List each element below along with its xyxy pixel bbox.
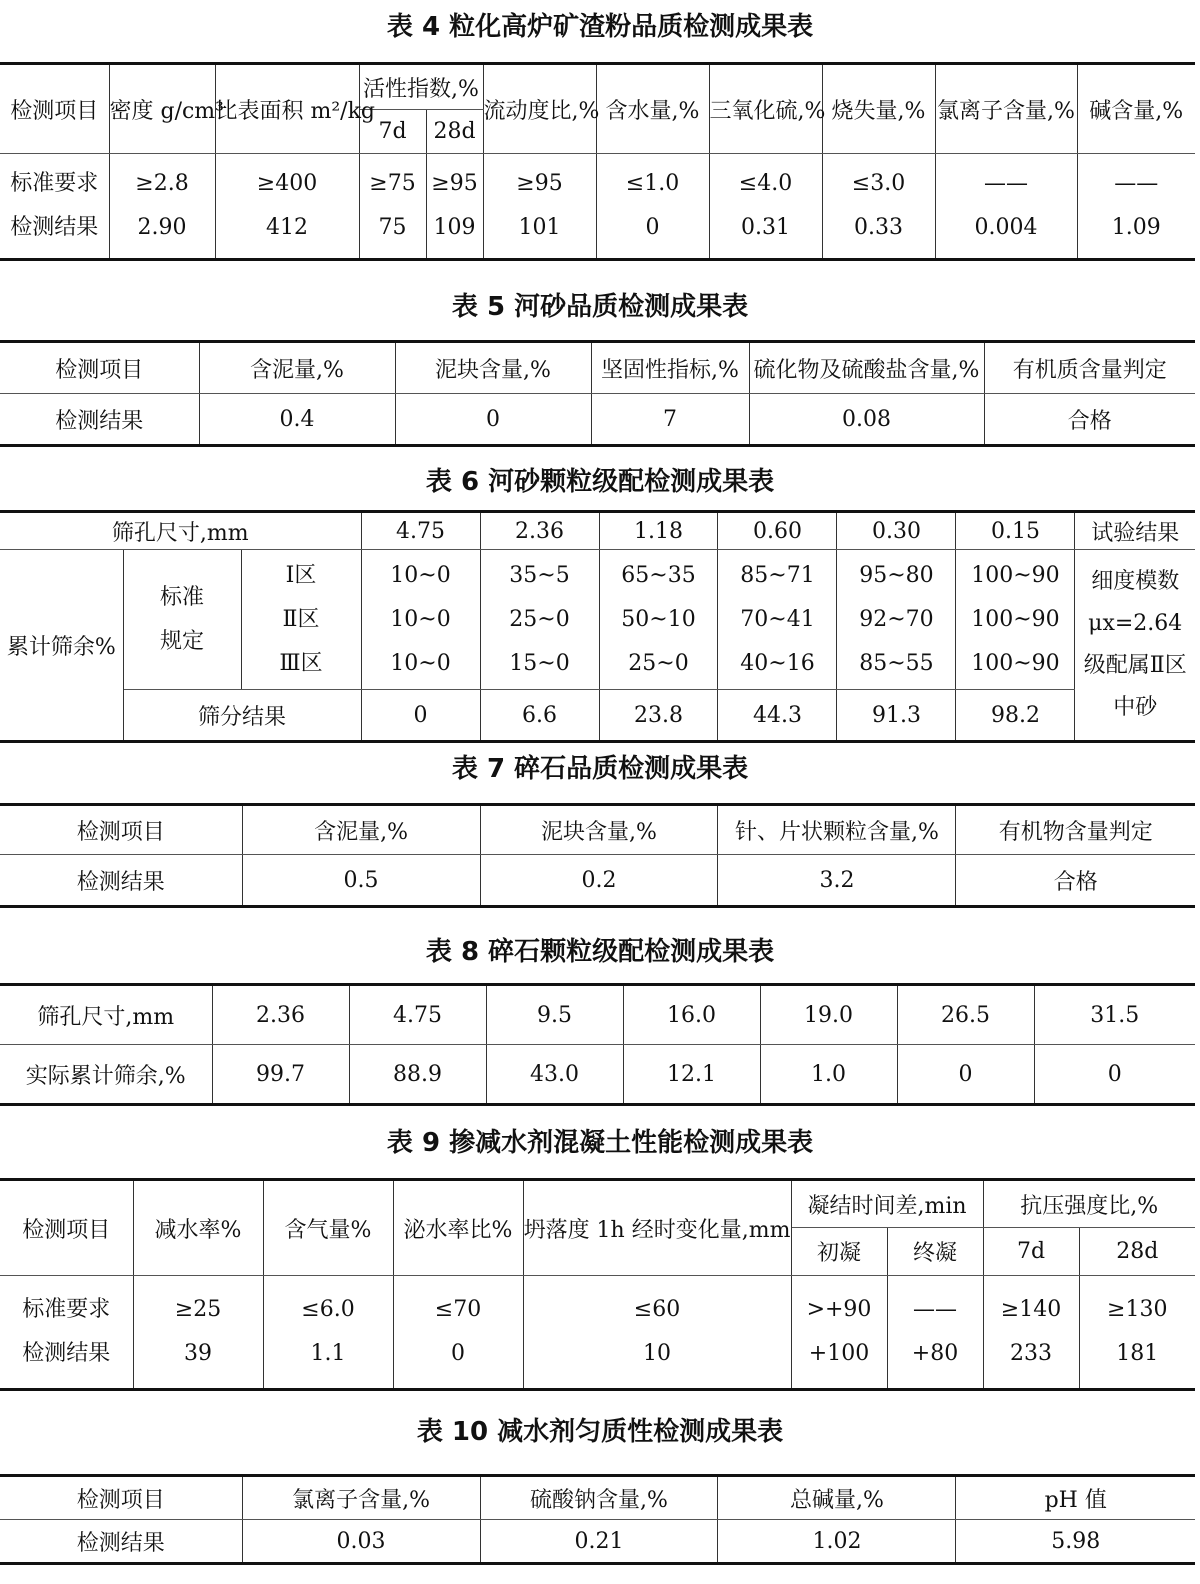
table7-value-1: 0.5 bbox=[242, 855, 480, 907]
std-value: ≥140 bbox=[1000, 1297, 1062, 1322]
table9-cell-bleed bbox=[393, 1276, 523, 1390]
table6-standard-row bbox=[0, 550, 1195, 690]
table9-header-28d: 28d bbox=[1079, 1228, 1195, 1276]
table8-cum-value: 12.1 bbox=[623, 1045, 760, 1105]
table9-header-air: 含气量% bbox=[263, 1180, 393, 1276]
table6-header-row bbox=[0, 512, 1195, 550]
zone-value: 85~55 bbox=[859, 650, 934, 676]
table6-zone-names bbox=[241, 550, 361, 690]
table7-header-0: 检测项目 bbox=[0, 805, 242, 855]
table4-std-label: 标准要求 bbox=[10, 171, 99, 196]
conclusion-line: 中砂 bbox=[1113, 695, 1158, 720]
std-value: —— bbox=[1114, 171, 1159, 196]
table10-value-2: 0.21 bbox=[480, 1520, 718, 1564]
table10-value-3: 1.02 bbox=[718, 1520, 956, 1564]
res-value: 2.90 bbox=[137, 215, 187, 240]
table8-cum-value: 0 bbox=[897, 1045, 1034, 1105]
table8-size: 2.36 bbox=[212, 985, 349, 1045]
res-value: 75 bbox=[378, 215, 407, 240]
std-label-line: 规定 bbox=[160, 628, 205, 654]
table9-std-label: 标准要求 bbox=[22, 1297, 111, 1322]
zone-value: 100~90 bbox=[971, 562, 1060, 588]
std-value: ≥130 bbox=[1107, 1297, 1168, 1322]
table4-title: 表 4 粒化高炉矿渣粉品质检测成果表 bbox=[386, 12, 814, 42]
table4-header-loss: 烧失量,% bbox=[822, 64, 935, 154]
std-value: ≥400 bbox=[256, 171, 318, 196]
table4-cell-density bbox=[109, 154, 215, 260]
table9-header-7d: 7d bbox=[983, 1228, 1079, 1276]
table9-cell-slump bbox=[523, 1276, 791, 1390]
table8 bbox=[0, 983, 1195, 1106]
res-value: 109 bbox=[433, 215, 476, 240]
table9-header-bleed: 泌水率比% bbox=[393, 1180, 523, 1276]
table6 bbox=[0, 510, 1195, 743]
table6-size: 1.18 bbox=[599, 512, 718, 550]
std-value: —— bbox=[984, 171, 1028, 196]
table5 bbox=[0, 340, 1195, 447]
table10-header-2: 硫酸钠含量,% bbox=[480, 1476, 718, 1520]
table4-cell-alkali bbox=[1077, 154, 1195, 260]
table6-sieve-label: 筛孔尺寸,mm bbox=[0, 512, 361, 550]
res-value: 0 bbox=[645, 215, 660, 240]
table7-header-2: 泥块含量,% bbox=[480, 805, 718, 855]
table4-header-activity: 活性指数,% bbox=[359, 64, 483, 110]
zone-value: 25~0 bbox=[509, 606, 570, 632]
zone-value: 85~71 bbox=[740, 562, 815, 588]
table4-cell-water bbox=[596, 154, 709, 260]
table4-header-density: 密度 g/cm³ bbox=[109, 64, 215, 154]
res-value: 0.33 bbox=[854, 215, 903, 240]
table5-header-1: 含泥量,% bbox=[199, 342, 395, 394]
table8-cum-value: 43.0 bbox=[486, 1045, 623, 1105]
table6-std-label bbox=[123, 550, 241, 690]
table4-header-7d: 7d bbox=[359, 110, 426, 154]
table4-header-28d: 28d bbox=[426, 110, 483, 154]
table8-size: 4.75 bbox=[349, 985, 486, 1045]
table6-size: 2.36 bbox=[480, 512, 599, 550]
table5-value-5: 合格 bbox=[984, 394, 1195, 446]
table6-zone-col bbox=[956, 550, 1075, 690]
table5-value-2: 0 bbox=[395, 394, 591, 446]
table6-zone-col bbox=[480, 550, 599, 690]
table4-header-so3: 三氧化硫,% bbox=[709, 64, 822, 154]
table9-cell-air bbox=[263, 1276, 393, 1390]
table5-title: 表 5 河砂品质检测成果表 bbox=[451, 292, 749, 322]
table8-cum-row bbox=[0, 1045, 1195, 1105]
table7-title: 表 7 碎石品质检测成果表 bbox=[451, 754, 749, 784]
table9-header-row bbox=[0, 1180, 1195, 1228]
table9-header-slump: 坍落度 1h 经时变化量,mm bbox=[523, 1180, 791, 1276]
table9-cell-7d bbox=[983, 1276, 1079, 1390]
table10-value-4: 5.98 bbox=[956, 1520, 1195, 1564]
std-value: ≤1.0 bbox=[625, 171, 680, 196]
conclusion-line: 细度模数 bbox=[1091, 569, 1180, 594]
table7-value-2: 0.2 bbox=[480, 855, 718, 907]
std-value: ≤3.0 bbox=[851, 171, 906, 196]
table8-size: 9.5 bbox=[486, 985, 623, 1045]
table5-header-row bbox=[0, 342, 1195, 394]
res-value: 1.1 bbox=[310, 1341, 346, 1366]
table4-header-chloride: 氯离子含量,% bbox=[935, 64, 1077, 154]
table4-header-flow: 流动度比,% bbox=[483, 64, 596, 154]
table6-title: 表 6 河砂颗粒级配检测成果表 bbox=[425, 467, 775, 497]
table6-zone-col bbox=[361, 550, 480, 690]
res-value: 0.31 bbox=[741, 215, 790, 240]
table6-sieve-result: 91.3 bbox=[837, 690, 956, 742]
table7-header-4: 有机物含量判定 bbox=[956, 805, 1195, 855]
table5-data-row bbox=[0, 394, 1195, 446]
table7-value-4: 合格 bbox=[956, 855, 1195, 907]
table7 bbox=[0, 803, 1195, 908]
table8-cum-value: 99.7 bbox=[212, 1045, 349, 1105]
table5-header-0: 检测项目 bbox=[0, 342, 199, 394]
table4-data-row bbox=[0, 154, 1195, 260]
table5-value-3: 7 bbox=[591, 394, 749, 446]
table9-header-reduce: 减水率% bbox=[133, 1180, 263, 1276]
table4-cell-so3 bbox=[709, 154, 822, 260]
table7-header-3: 针、片状颗粒含量,% bbox=[718, 805, 956, 855]
table6-cum-label: 累计筛余% bbox=[0, 550, 123, 742]
table4-res-label: 检测结果 bbox=[10, 215, 99, 240]
table9-res-label: 检测结果 bbox=[22, 1341, 111, 1366]
res-value: +100 bbox=[808, 1341, 870, 1366]
table6-sieve-result: 6.6 bbox=[480, 690, 599, 742]
table5-header-4: 硫化物及硫酸盐含量,% bbox=[749, 342, 984, 394]
table9-row-labels bbox=[0, 1276, 133, 1390]
std-value: ≥95 bbox=[431, 171, 478, 196]
table4-cell-flow bbox=[483, 154, 596, 260]
table9-header-item: 检测项目 bbox=[0, 1180, 133, 1276]
table6-zone-col bbox=[718, 550, 837, 690]
table10-header-0: 检测项目 bbox=[0, 1476, 242, 1520]
table9-header-set: 凝结时间差,min bbox=[791, 1180, 983, 1228]
table9-header-initial: 初凝 bbox=[791, 1228, 887, 1276]
table5-value-4: 0.08 bbox=[749, 394, 984, 446]
table9-cell-final bbox=[887, 1276, 983, 1390]
res-value: +80 bbox=[911, 1341, 959, 1366]
zone-value: 100~90 bbox=[971, 650, 1060, 676]
zone-value: 65~35 bbox=[621, 562, 696, 588]
res-value: 10 bbox=[643, 1341, 671, 1366]
zone-name: Ⅲ区 bbox=[279, 650, 323, 676]
table9-header-final: 终凝 bbox=[887, 1228, 983, 1276]
table8-cum-label: 实际累计筛余,% bbox=[0, 1045, 212, 1105]
res-value: 1.09 bbox=[1111, 215, 1161, 240]
table9-cell-initial bbox=[791, 1276, 887, 1390]
zone-value: 50~10 bbox=[621, 606, 696, 632]
table4-cell-28d bbox=[426, 154, 483, 260]
table6-sieve-result: 0 bbox=[361, 690, 480, 742]
res-value: 0 bbox=[451, 1341, 465, 1366]
std-label-line: 标准 bbox=[160, 584, 205, 610]
table9-data-row bbox=[0, 1276, 1195, 1390]
table9 bbox=[0, 1178, 1195, 1391]
table8-size: 31.5 bbox=[1034, 985, 1195, 1045]
zone-value: 40~16 bbox=[740, 650, 815, 676]
table4-row-labels bbox=[0, 154, 109, 260]
table5-header-2: 泥块含量,% bbox=[395, 342, 591, 394]
table6-sieve-result: 44.3 bbox=[718, 690, 837, 742]
std-value: ≥75 bbox=[369, 171, 416, 196]
res-value: 181 bbox=[1116, 1341, 1159, 1366]
table7-value-3: 3.2 bbox=[718, 855, 956, 907]
zone-value: 100~90 bbox=[971, 606, 1060, 632]
table10-value-1: 0.03 bbox=[242, 1520, 480, 1564]
res-value: 101 bbox=[518, 215, 561, 240]
table6-zone-col bbox=[837, 550, 956, 690]
table6-size: 4.75 bbox=[361, 512, 480, 550]
table9-header-comp: 抗压强度比,% bbox=[983, 1180, 1195, 1228]
table4-header-surface: 比表面积 m²/kg bbox=[215, 64, 359, 154]
std-value: ≤6.0 bbox=[301, 1297, 355, 1322]
zone-value: 10~0 bbox=[390, 606, 451, 632]
table4-header-water: 含水量,% bbox=[596, 64, 709, 154]
zone-value: 25~0 bbox=[628, 650, 689, 676]
table10-value-0: 检测结果 bbox=[0, 1520, 242, 1564]
res-value: 39 bbox=[184, 1341, 212, 1366]
table9-title: 表 9 掺减水剂混凝土性能检测成果表 bbox=[386, 1128, 814, 1158]
zone-value: 15~0 bbox=[509, 650, 570, 676]
table6-sieve-result-row bbox=[0, 690, 1195, 742]
table8-size: 16.0 bbox=[623, 985, 760, 1045]
table6-size: 0.15 bbox=[956, 512, 1075, 550]
table6-sieve-result: 23.8 bbox=[599, 690, 718, 742]
table6-sieve-result-label: 筛分结果 bbox=[123, 690, 361, 742]
table10-data-row bbox=[0, 1520, 1195, 1564]
table5-header-3: 坚固性指标,% bbox=[591, 342, 749, 394]
table10-header-row bbox=[0, 1476, 1195, 1520]
std-value: ≥25 bbox=[174, 1297, 222, 1322]
table5-header-5: 有机质含量判定 bbox=[984, 342, 1195, 394]
zone-value: 10~0 bbox=[390, 562, 451, 588]
res-value: 0.004 bbox=[974, 215, 1038, 240]
table6-size: 0.60 bbox=[718, 512, 837, 550]
table10-header-4: pH 值 bbox=[956, 1476, 1195, 1520]
zone-value: 95~80 bbox=[859, 562, 934, 588]
zone-name: Ⅰ区 bbox=[285, 562, 317, 588]
table6-size: 0.30 bbox=[837, 512, 956, 550]
std-value: ≥95 bbox=[516, 171, 563, 196]
table8-cum-value: 1.0 bbox=[760, 1045, 897, 1105]
std-value: >+90 bbox=[806, 1297, 872, 1322]
table8-size: 19.0 bbox=[760, 985, 897, 1045]
table7-value-0: 检测结果 bbox=[0, 855, 242, 907]
conclusion-line: μx=2.64 bbox=[1088, 611, 1183, 636]
std-value: ≤70 bbox=[434, 1297, 482, 1322]
zone-name: Ⅱ区 bbox=[282, 606, 320, 632]
table7-header-1: 含泥量,% bbox=[242, 805, 480, 855]
table6-sieve-result: 98.2 bbox=[956, 690, 1075, 742]
table10-header-1: 氯离子含量,% bbox=[242, 1476, 480, 1520]
table8-cum-value: 0 bbox=[1034, 1045, 1195, 1105]
table9-cell-28d bbox=[1079, 1276, 1195, 1390]
table4 bbox=[0, 62, 1195, 261]
table5-value-1: 0.4 bbox=[199, 394, 395, 446]
table10 bbox=[0, 1474, 1195, 1565]
table4-header-item: 检测项目 bbox=[0, 64, 109, 154]
table7-data-row bbox=[0, 855, 1195, 907]
table6-conclusion bbox=[1075, 550, 1195, 742]
std-value: —— bbox=[913, 1297, 957, 1322]
table10-title: 表 10 减水剂匀质性检测成果表 bbox=[416, 1417, 784, 1447]
table4-cell-chloride bbox=[935, 154, 1077, 260]
table10-header-3: 总碱量,% bbox=[718, 1476, 956, 1520]
res-value: 412 bbox=[266, 215, 308, 240]
conclusion-line: 级配属Ⅱ区 bbox=[1083, 653, 1187, 678]
table7-header-row bbox=[0, 805, 1195, 855]
table4-cell-loss bbox=[822, 154, 935, 260]
table8-cum-value: 88.9 bbox=[349, 1045, 486, 1105]
zone-value: 70~41 bbox=[740, 606, 815, 632]
res-value: 233 bbox=[1010, 1341, 1052, 1366]
table8-title: 表 8 碎石颗粒级配检测成果表 bbox=[425, 937, 775, 967]
table6-zone-col bbox=[599, 550, 718, 690]
table4-cell-7d bbox=[359, 154, 426, 260]
zone-value: 35~5 bbox=[509, 562, 570, 588]
table9-cell-reduce bbox=[133, 1276, 263, 1390]
std-value: ≥2.8 bbox=[135, 171, 189, 196]
table4-cell-surface bbox=[215, 154, 359, 260]
zone-value: 10~0 bbox=[390, 650, 451, 676]
table6-result-header: 试验结果 bbox=[1075, 512, 1195, 550]
std-value: ≤60 bbox=[633, 1297, 681, 1322]
table8-size: 26.5 bbox=[897, 985, 1034, 1045]
table4-header-row bbox=[0, 64, 1195, 110]
std-value: ≤4.0 bbox=[738, 171, 793, 196]
table8-sieve-label: 筛孔尺寸,mm bbox=[0, 985, 212, 1045]
table8-size-row bbox=[0, 985, 1195, 1045]
zone-value: 92~70 bbox=[859, 606, 934, 632]
table5-value-0: 检测结果 bbox=[0, 394, 199, 446]
table4-header-alkali: 碱含量,% bbox=[1077, 64, 1195, 154]
